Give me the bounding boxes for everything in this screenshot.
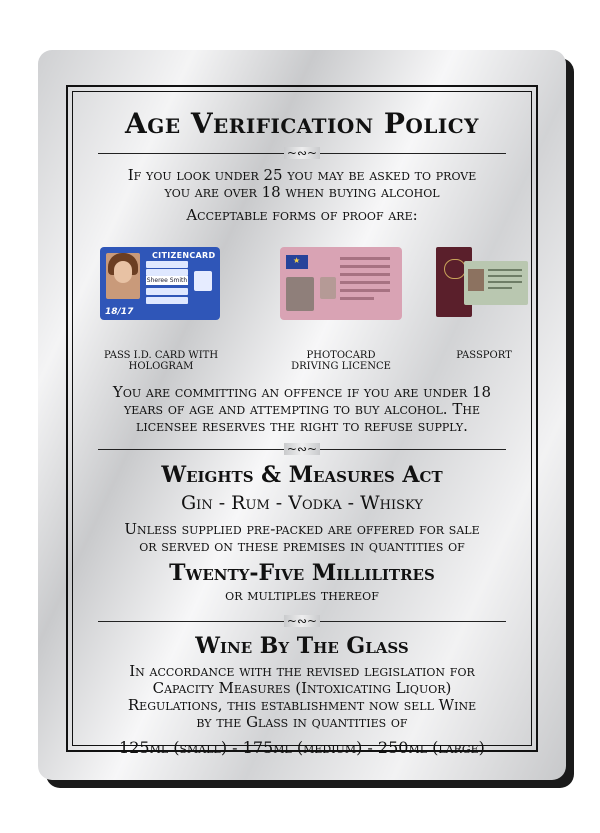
sign-plate: [38, 50, 566, 780]
wine-text: In accordance with the revised legislation for Capacity Measures (Intoxicating Liquor) Regulations, this establishment now sell Wine by the Glass in quantities of: [127, 662, 477, 731]
passport-photo-page: [464, 261, 528, 305]
licence-ghost-photo: [320, 277, 336, 299]
divider-1: ~∾~: [98, 147, 506, 159]
cardholder-name: Sheree Smith: [146, 277, 188, 284]
passport-icon: [436, 247, 530, 320]
weights-text: Unless supplied pre-packed are offered for sale or served on these premises in quantities of: [124, 520, 480, 555]
divider-2: ~∾~: [98, 443, 506, 455]
measure-heading: Twenty-Five Millilitres: [169, 560, 435, 586]
offence-text: You are committing an offence if you are under 18 years of age and attempting to buy alcohol. The licensee reserves the right to refuse supply.: [112, 383, 492, 435]
wine-heading: Wine By The Glass: [195, 633, 409, 659]
sign-content: [68, 87, 536, 757]
id-caption-licence: PHOTOCARD DRIVING LICENCE: [291, 350, 391, 372]
intro-line: If you look under 25 you may be asked to prove: [127, 166, 477, 184]
divider-3: ~∾~: [98, 615, 506, 627]
spirits-list: Gin - Rum - Vodka - Whisky: [181, 492, 423, 514]
intro-text: [78, 167, 526, 201]
cardholder-photo: [106, 253, 140, 299]
measure-subtext: or multiples thereof: [225, 586, 379, 604]
eu-flag-icon: ★: [286, 255, 308, 269]
id-caption-passport: PASSPORT: [456, 350, 512, 361]
intro-line: you are over 18 when buying alcohol: [164, 183, 440, 201]
licence-photo: [286, 277, 314, 311]
id-caption-pass: PASS I.D. CARD WITH HOLOGRAM: [103, 350, 219, 372]
sign-border: [66, 85, 538, 757]
proof-heading: Acceptable forms of proof are:: [186, 206, 418, 224]
hologram-icon: [194, 271, 212, 291]
page-title: Age Verification Policy: [125, 107, 479, 140]
pass-id-card-icon: [100, 247, 220, 320]
weights-heading: Weights & Measures Act: [161, 462, 443, 488]
citizencard-label: CITIZENCARD: [152, 251, 216, 260]
age-badge: 18/17: [105, 307, 134, 317]
driving-licence-icon: [280, 247, 402, 320]
wine-sizes: 125ml (small) - 175ml (medium) - 250ml (large): [119, 738, 485, 757]
